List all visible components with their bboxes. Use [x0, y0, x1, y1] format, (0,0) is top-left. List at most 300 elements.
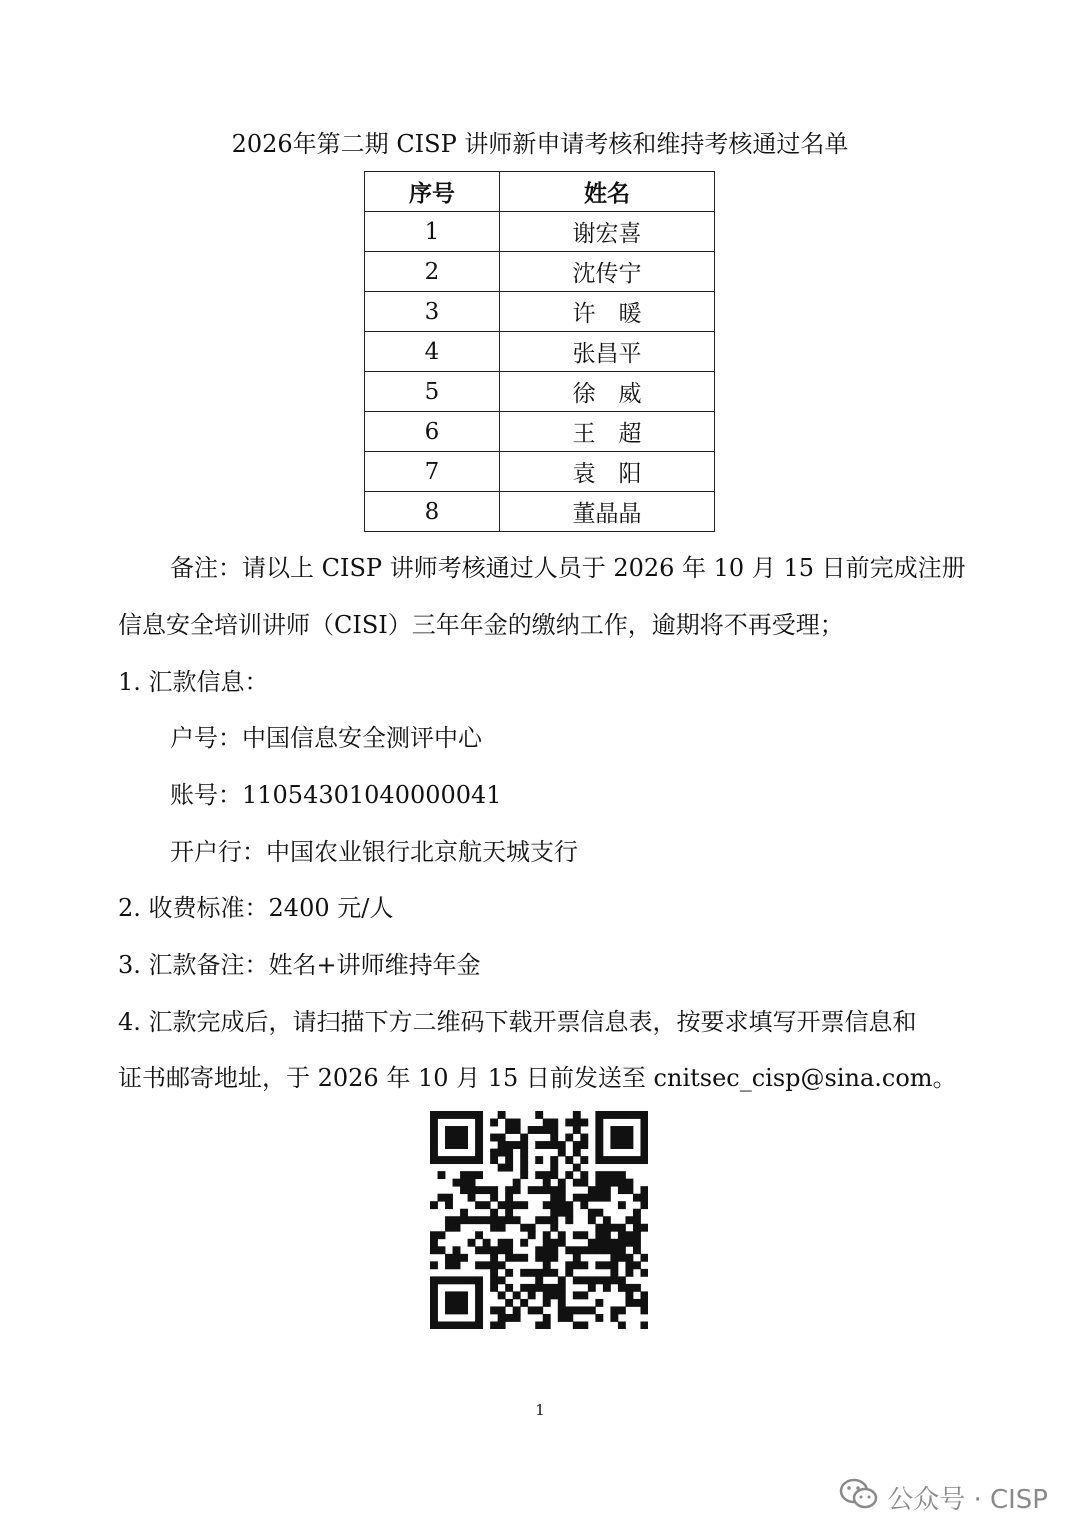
qr-module [618, 1156, 626, 1164]
table-row [365, 412, 715, 452]
qr-module [588, 1216, 596, 1224]
qr-module [610, 1156, 618, 1164]
qr-module [460, 1209, 468, 1217]
qr-module [498, 1321, 506, 1329]
qr-module [475, 1126, 483, 1134]
qr-module [505, 1314, 513, 1322]
qr-module [468, 1276, 476, 1284]
qr-module [460, 1111, 468, 1119]
qr-module [453, 1126, 461, 1134]
qr-module [573, 1306, 581, 1314]
qr-module [595, 1149, 603, 1157]
row-name: 沈传宁 [500, 252, 715, 292]
qr-module [603, 1194, 611, 1202]
qr-module [513, 1186, 521, 1194]
page-number: 1 [535, 1401, 545, 1419]
qr-module [498, 1261, 506, 1269]
qr-module [460, 1134, 468, 1142]
qr-module [513, 1314, 521, 1322]
qr-module [640, 1186, 648, 1194]
qr-module [565, 1201, 573, 1209]
qr-module [595, 1231, 603, 1239]
qr-module [610, 1246, 618, 1254]
qr-module [498, 1224, 506, 1232]
qr-module [625, 1239, 633, 1247]
qr-module [445, 1306, 453, 1314]
qr-module [453, 1111, 461, 1119]
qr-module [475, 1149, 483, 1157]
qr-module [603, 1216, 611, 1224]
qr-module [528, 1126, 536, 1134]
qr-module [543, 1141, 551, 1149]
qr-module [633, 1224, 641, 1232]
qr-module [640, 1156, 648, 1164]
qr-module [505, 1119, 513, 1127]
qr-module [588, 1246, 596, 1254]
qr-module [573, 1231, 581, 1239]
qr-module [595, 1171, 603, 1179]
qr-module [580, 1291, 588, 1299]
qr-module [595, 1261, 603, 1269]
qr-module [430, 1239, 438, 1247]
qr-module [543, 1269, 551, 1277]
qr-module [640, 1321, 648, 1329]
account-watermark [839, 1480, 1048, 1514]
qr-module [460, 1179, 468, 1187]
qr-module [543, 1119, 551, 1127]
qr-module [505, 1201, 513, 1209]
qr-module [430, 1314, 438, 1322]
qr-module [505, 1156, 513, 1164]
qr-module [625, 1156, 633, 1164]
item-invoice-instruction-line2: 证书邮寄地址，于 2026 年 10 月 15 日前发送至 cnitsec_cisp@sina.com。 [118, 1064, 957, 1092]
item-invoice-instruction-line1: 4. 汇款完成后，请扫描下方二维码下载开票信息表，按要求填写开票信息和 [118, 1008, 917, 1036]
qr-module [490, 1321, 498, 1329]
qr-module [453, 1216, 461, 1224]
note-paragraph-line1: 备注：请以上 CISP 讲师考核通过人员于 2026 年 10 月 15 日前完成注册 [170, 554, 966, 582]
qr-module [618, 1186, 626, 1194]
qr-module [535, 1321, 543, 1329]
qr-module [453, 1276, 461, 1284]
qr-module [565, 1269, 573, 1277]
qr-module [565, 1216, 573, 1224]
qr-module [505, 1269, 513, 1277]
qr-module [633, 1231, 641, 1239]
qr-module [498, 1111, 506, 1119]
qr-module [550, 1201, 558, 1209]
qr-module [618, 1126, 626, 1134]
qr-module [535, 1156, 543, 1164]
qr-module [430, 1246, 438, 1254]
qr-code-icon[interactable] [430, 1111, 648, 1329]
qr-module [580, 1134, 588, 1142]
qr-module [460, 1156, 468, 1164]
qr-module [588, 1284, 596, 1292]
qr-module [438, 1246, 446, 1254]
qr-module [520, 1164, 528, 1172]
qr-module [543, 1291, 551, 1299]
qr-module [535, 1111, 543, 1119]
qr-module [618, 1321, 626, 1329]
qr-module [460, 1299, 468, 1307]
qr-module [438, 1111, 446, 1119]
qr-module [490, 1119, 498, 1127]
qr-module [460, 1321, 468, 1329]
qr-module [640, 1126, 648, 1134]
qr-module [475, 1284, 483, 1292]
qr-module [490, 1269, 498, 1277]
qr-module [520, 1239, 528, 1247]
qr-module [430, 1119, 438, 1127]
qr-module [535, 1171, 543, 1179]
item-remittance-info: 1. 汇款信息： [118, 668, 269, 696]
qr-module [513, 1201, 521, 1209]
qr-module [573, 1276, 581, 1284]
qr-module [625, 1299, 633, 1307]
qr-module [565, 1119, 573, 1127]
qr-module [573, 1291, 581, 1299]
qr-module [558, 1209, 566, 1217]
qr-module [573, 1179, 581, 1187]
item-fee-standard: 2. 收费标准：2400 元/人 [118, 894, 394, 922]
qr-module [580, 1246, 588, 1254]
qr-module [543, 1254, 551, 1262]
qr-module [475, 1246, 483, 1254]
qr-module [453, 1261, 461, 1269]
qr-module [445, 1224, 453, 1232]
qr-module [640, 1194, 648, 1202]
qr-module [603, 1261, 611, 1269]
qr-module [498, 1314, 506, 1322]
qr-module [573, 1164, 581, 1172]
qr-module [438, 1171, 446, 1179]
qr-module [595, 1239, 603, 1247]
qr-module [618, 1254, 626, 1262]
qr-module [490, 1194, 498, 1202]
qr-module [535, 1276, 543, 1284]
table-row [365, 492, 715, 532]
item-remittance-note: 3. 汇款备注：姓名+讲师维持年金 [118, 951, 481, 979]
qr-module [535, 1269, 543, 1277]
qr-module [490, 1156, 498, 1164]
qr-module [453, 1306, 461, 1314]
qr-module [618, 1111, 626, 1119]
qr-module [498, 1239, 506, 1247]
qr-module [558, 1201, 566, 1209]
qr-module [483, 1186, 491, 1194]
qr-module [528, 1306, 536, 1314]
qr-module [573, 1321, 581, 1329]
qr-module [580, 1119, 588, 1127]
row-name: 王 超 [500, 412, 715, 452]
qr-module [595, 1119, 603, 1127]
qr-module [453, 1134, 461, 1142]
qr-module [618, 1284, 626, 1292]
qr-module [573, 1254, 581, 1262]
row-index: 5 [365, 372, 500, 412]
qr-module [520, 1141, 528, 1149]
qr-module [445, 1201, 453, 1209]
qr-module [453, 1179, 461, 1187]
qr-module [483, 1201, 491, 1209]
qr-module [610, 1269, 618, 1277]
qr-module [633, 1194, 641, 1202]
qr-module [565, 1306, 573, 1314]
qr-module [625, 1126, 633, 1134]
qr-module [558, 1186, 566, 1194]
qr-module [550, 1141, 558, 1149]
qr-module [550, 1224, 558, 1232]
qr-module [580, 1179, 588, 1187]
qr-module [475, 1321, 483, 1329]
qr-module [475, 1111, 483, 1119]
qr-module [453, 1254, 461, 1262]
qr-module [468, 1171, 476, 1179]
column-header-name: 姓名 [500, 172, 715, 212]
qr-module [580, 1306, 588, 1314]
qr-module [430, 1201, 438, 1209]
qr-module [468, 1321, 476, 1329]
qr-module [543, 1179, 551, 1187]
qr-module [595, 1186, 603, 1194]
qr-module [610, 1314, 618, 1322]
qr-module [528, 1231, 536, 1239]
qr-module [610, 1171, 618, 1179]
qr-module [610, 1261, 618, 1269]
qr-module [565, 1156, 573, 1164]
qr-module [438, 1194, 446, 1202]
qr-module [513, 1141, 521, 1149]
qr-module [543, 1186, 551, 1194]
qr-module [625, 1111, 633, 1119]
qr-module [505, 1246, 513, 1254]
qr-module [625, 1269, 633, 1277]
qr-module [640, 1149, 648, 1157]
qr-module [453, 1246, 461, 1254]
qr-module [550, 1164, 558, 1172]
qr-module [633, 1216, 641, 1224]
qr-module [610, 1306, 618, 1314]
qr-module [625, 1179, 633, 1187]
qr-module [520, 1224, 528, 1232]
qr-module [640, 1111, 648, 1119]
qr-module [498, 1164, 506, 1172]
qr-module [453, 1299, 461, 1307]
qr-module [625, 1134, 633, 1142]
qr-module [595, 1134, 603, 1142]
qr-module [625, 1284, 633, 1292]
qr-module [543, 1314, 551, 1322]
qr-module [633, 1156, 641, 1164]
qr-module [438, 1276, 446, 1284]
row-index: 4 [365, 332, 500, 372]
qr-module [558, 1284, 566, 1292]
qr-module [528, 1291, 536, 1299]
qr-module [460, 1306, 468, 1314]
qr-module [640, 1299, 648, 1307]
qr-module [535, 1141, 543, 1149]
qr-module [558, 1239, 566, 1247]
qr-module [573, 1149, 581, 1157]
qr-module [468, 1111, 476, 1119]
qr-module [460, 1276, 468, 1284]
wechat-icon [839, 1478, 879, 1517]
qr-module [498, 1306, 506, 1314]
qr-module [595, 1209, 603, 1217]
qr-module [603, 1156, 611, 1164]
qr-module [573, 1141, 581, 1149]
row-index: 8 [365, 492, 500, 532]
qr-module [618, 1201, 626, 1209]
qr-module [445, 1111, 453, 1119]
qr-module [430, 1291, 438, 1299]
qr-module [520, 1149, 528, 1157]
qr-module [640, 1291, 648, 1299]
qr-module [528, 1284, 536, 1292]
qr-module [475, 1276, 483, 1284]
qr-module [498, 1246, 506, 1254]
qr-module [550, 1194, 558, 1202]
qr-module [610, 1239, 618, 1247]
qr-module [603, 1231, 611, 1239]
row-name: 张昌平 [500, 332, 715, 372]
qr-module [595, 1126, 603, 1134]
qr-module [550, 1119, 558, 1127]
qr-module [543, 1231, 551, 1239]
qr-module [558, 1276, 566, 1284]
qr-module [595, 1224, 603, 1232]
qr-module [490, 1306, 498, 1314]
qr-module [595, 1299, 603, 1307]
qr-module [550, 1156, 558, 1164]
qr-module [603, 1111, 611, 1119]
qr-module [595, 1194, 603, 1202]
qr-module [573, 1111, 581, 1119]
qr-module [640, 1254, 648, 1262]
qr-module [490, 1246, 498, 1254]
qr-module [573, 1119, 581, 1127]
qr-module [633, 1246, 641, 1254]
table-row [365, 332, 715, 372]
qr-module [640, 1269, 648, 1277]
qr-module [595, 1141, 603, 1149]
qr-module [618, 1239, 626, 1247]
qr-module [520, 1156, 528, 1164]
qr-module [490, 1261, 498, 1269]
name-table [364, 171, 715, 532]
qr-module [558, 1179, 566, 1187]
qr-module [573, 1246, 581, 1254]
qr-module [565, 1134, 573, 1142]
qr-module [475, 1216, 483, 1224]
qr-module [543, 1201, 551, 1209]
qr-module [475, 1141, 483, 1149]
qr-module [535, 1186, 543, 1194]
qr-module [625, 1291, 633, 1299]
row-name: 徐 威 [500, 372, 715, 412]
note-paragraph-line2: 信息安全培训讲师（CISI）三年年金的缴纳工作，逾期将不再受理； [118, 611, 844, 639]
qr-module [505, 1216, 513, 1224]
qr-module [543, 1261, 551, 1269]
qr-module [460, 1126, 468, 1134]
qr-module [640, 1119, 648, 1127]
qr-module [445, 1254, 453, 1262]
qr-module [618, 1141, 626, 1149]
qr-module [535, 1284, 543, 1292]
qr-module [580, 1321, 588, 1329]
qr-module [595, 1246, 603, 1254]
qr-module [543, 1299, 551, 1307]
qr-module [543, 1246, 551, 1254]
qr-module [445, 1291, 453, 1299]
qr-module [513, 1179, 521, 1187]
qr-module [430, 1126, 438, 1134]
qr-module [633, 1299, 641, 1307]
qr-module [460, 1291, 468, 1299]
qr-module [513, 1306, 521, 1314]
row-name: 谢宏喜 [500, 212, 715, 252]
row-index: 1 [365, 212, 500, 252]
qr-module [595, 1179, 603, 1187]
qr-module [603, 1284, 611, 1292]
qr-module [550, 1209, 558, 1217]
qr-module [445, 1126, 453, 1134]
qr-module [610, 1111, 618, 1119]
qr-module [430, 1156, 438, 1164]
qr-module [445, 1276, 453, 1284]
qr-module [550, 1291, 558, 1299]
qr-module [543, 1284, 551, 1292]
qr-module [618, 1134, 626, 1142]
row-index: 7 [365, 452, 500, 492]
qr-module [453, 1321, 461, 1329]
qr-module [475, 1119, 483, 1127]
qr-module [535, 1246, 543, 1254]
qr-module [460, 1216, 468, 1224]
qr-module [520, 1171, 528, 1179]
qr-module [618, 1224, 626, 1232]
qr-module [498, 1216, 506, 1224]
qr-module [498, 1291, 506, 1299]
qr-module [550, 1171, 558, 1179]
qr-module [633, 1261, 641, 1269]
qr-module [573, 1126, 581, 1134]
qr-module [460, 1171, 468, 1179]
qr-module [625, 1186, 633, 1194]
qr-module [498, 1149, 506, 1157]
qr-module [565, 1171, 573, 1179]
qr-module [505, 1239, 513, 1247]
qr-module [618, 1276, 626, 1284]
qr-module [618, 1246, 626, 1254]
qr-module [468, 1239, 476, 1247]
qr-module [520, 1254, 528, 1262]
qr-module [430, 1149, 438, 1157]
qr-module [603, 1239, 611, 1247]
qr-module [498, 1141, 506, 1149]
qr-module [558, 1314, 566, 1322]
qr-module [588, 1276, 596, 1284]
qr-module [565, 1246, 573, 1254]
qr-module [445, 1141, 453, 1149]
qr-module [475, 1291, 483, 1299]
qr-module [445, 1321, 453, 1329]
qr-module [483, 1261, 491, 1269]
qr-module [603, 1276, 611, 1284]
qr-module [580, 1194, 588, 1202]
table-row [365, 372, 715, 412]
qr-module [543, 1171, 551, 1179]
